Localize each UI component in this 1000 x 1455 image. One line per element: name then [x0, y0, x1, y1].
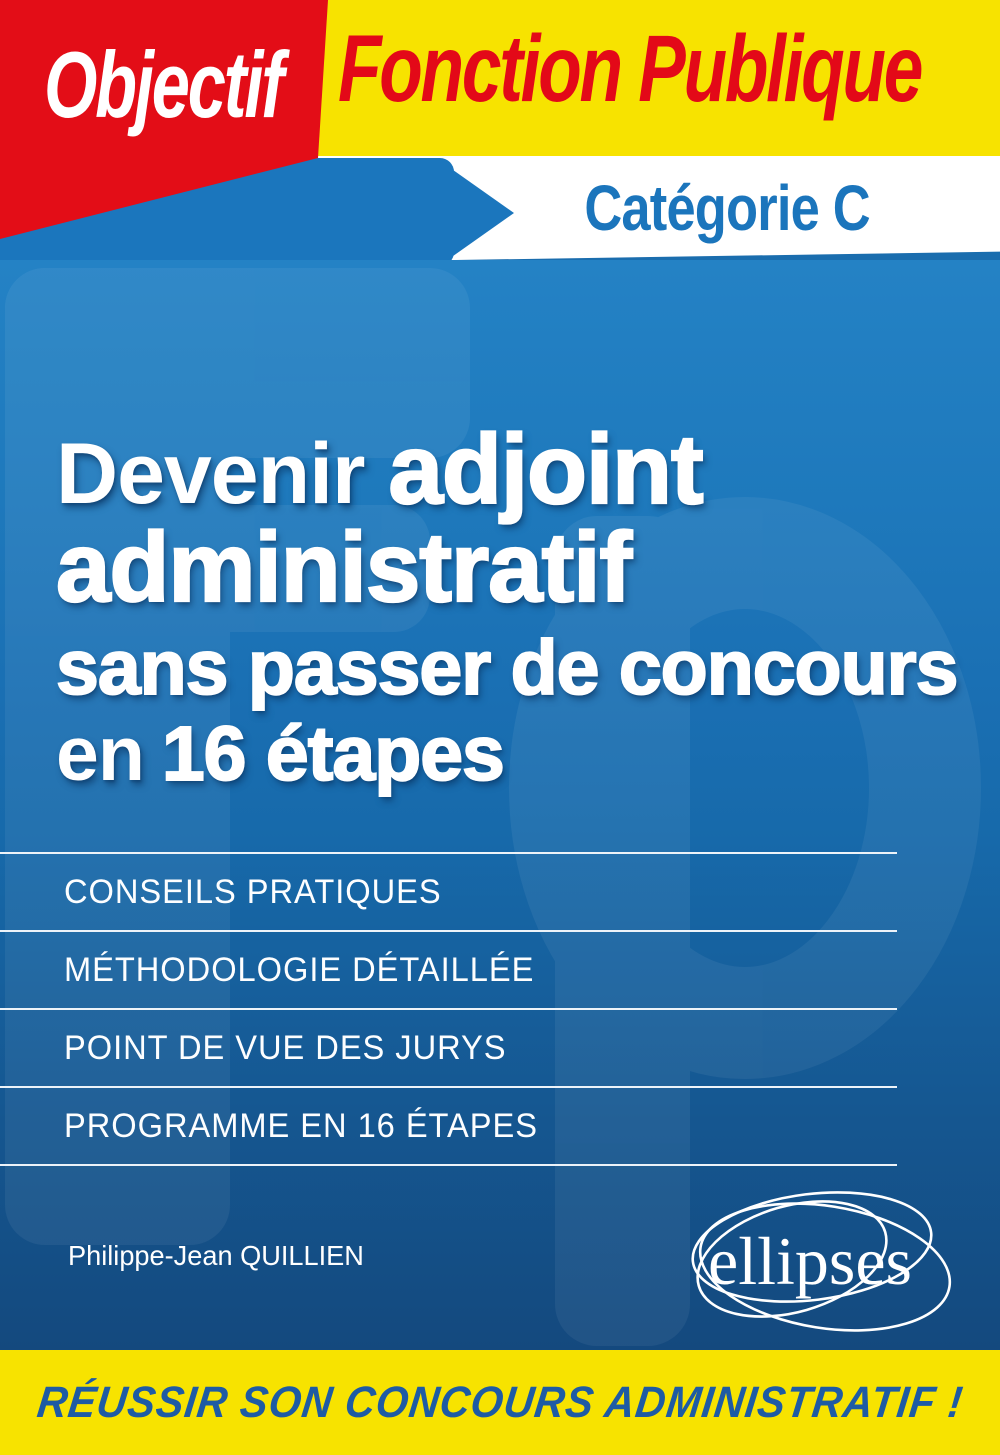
ellipses-logo-icon: [662, 1183, 958, 1345]
title-word-administratif: administratif: [56, 512, 632, 622]
feature-label: MÉTHODOLOGIE DÉTAILLÉE: [64, 950, 535, 989]
feature-item: [0, 1008, 897, 1086]
category-label: Catégorie C: [584, 172, 871, 244]
author-name: Philippe-Jean QUILLIEN: [68, 1240, 364, 1271]
feature-label: POINT DE VUE DES JURYS: [64, 1028, 507, 1067]
title-word-en: en: [56, 711, 144, 797]
title-line-3-text: sans passer de concours: [56, 625, 958, 711]
category-badge: [455, 160, 1000, 256]
feature-item: [0, 930, 897, 1008]
title-line-3: [56, 625, 958, 711]
features-list: [0, 852, 897, 1166]
title-line-1: [56, 414, 703, 524]
feature-label: CONSEILS PRATIQUES: [64, 872, 442, 911]
tagline-banner: [0, 1350, 1000, 1455]
title-line-2: [56, 512, 632, 622]
series-title: Fonction Publique: [338, 16, 922, 122]
feature-item: [0, 1086, 897, 1164]
collection-name: Objectif: [44, 32, 282, 137]
feature-label: PROGRAMME EN 16 ÉTAPES: [64, 1106, 538, 1145]
title-word-adjoint: adjoint: [388, 414, 703, 524]
title-word-16-etapes: 16 étapes: [161, 711, 504, 797]
tagline-text: RÉUSSIR SON CONCOURS ADMINISTRATIF !: [34, 1377, 966, 1427]
feature-item: [0, 852, 897, 930]
title-line-4: [56, 711, 504, 797]
title-word-devenir: Devenir: [56, 426, 365, 522]
publisher-name: ellipses: [708, 1223, 912, 1299]
